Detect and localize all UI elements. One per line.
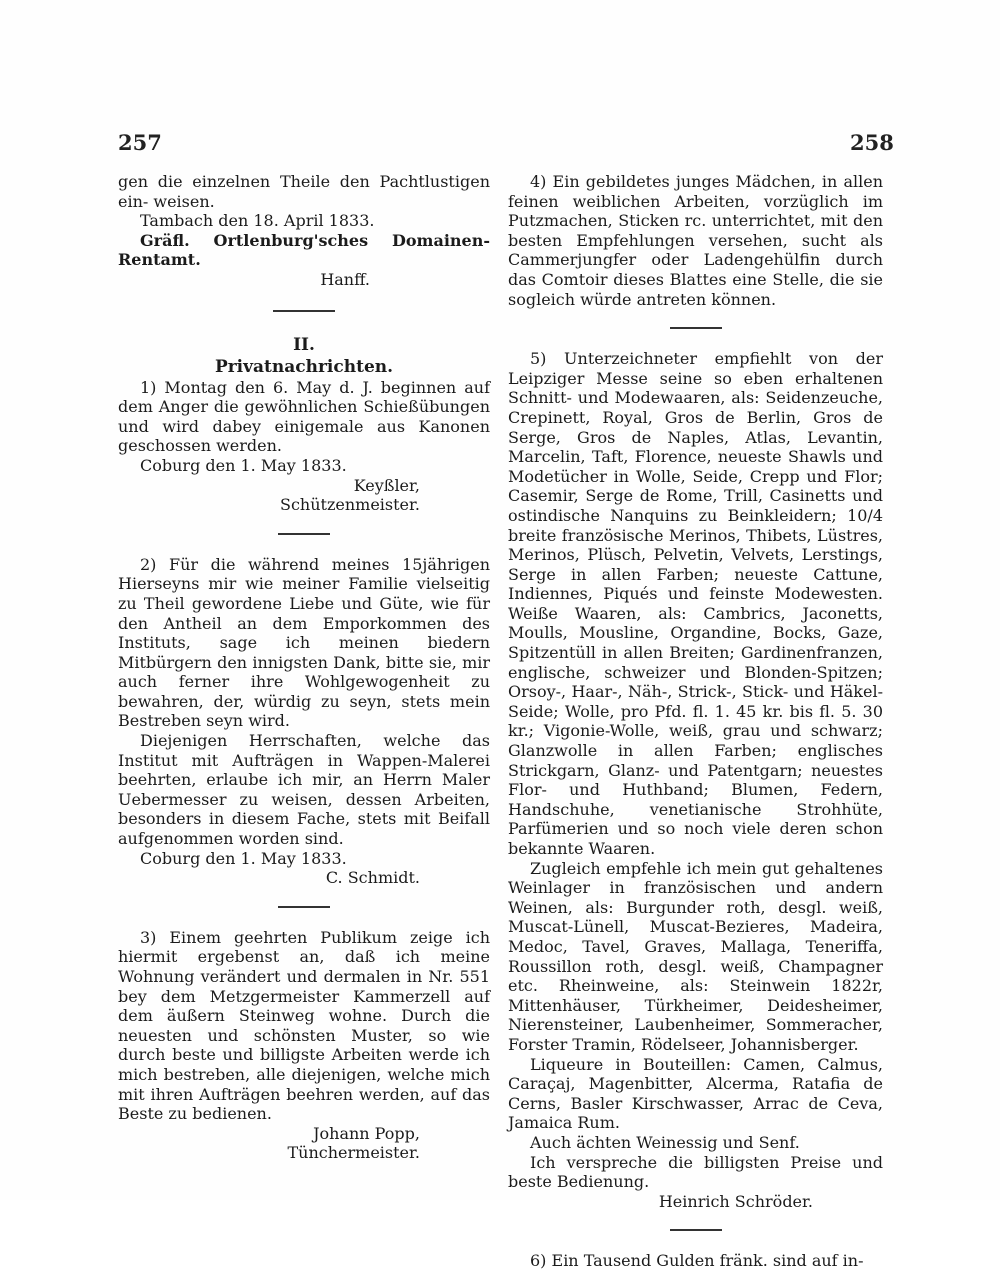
section-title: Privatnachrichten. xyxy=(214,356,394,377)
ad-6-text: 6) Ein Tausend Gulden fränk. sind auf in- xyxy=(530,1251,864,1271)
right-column xyxy=(508,172,883,1271)
ad-divider xyxy=(670,327,722,329)
ad-divider xyxy=(278,533,330,535)
ad-divider xyxy=(670,1229,722,1231)
ad-5-wine-text: Zugleich empfehle ich mein gut gehaltenes Weinlager in französischen und andern Weinen, als: Burgunder roth, desgl. weiß, Muscat-Lünell, Muscat-Bezieres, Madeira, Medoc, Tavel, Graves, Mallaga, Teneriffa, Roussillon roth, desgl. weiß, Champagner etc. Rheinweine, als: Steinwein 1822r, Mittenhäuser, Türkheimer, Deidesheimer, Nierensteiner, Laubenheimer, Sommeracher, Forster Tramin, Rödelseer, Johannisberger. xyxy=(508,858,883,1054)
ad-5-text: 5) Unterzeichneter empfiehlt von der Leipziger Messe seine so eben erhaltenen Schnitt- und Modewaaren, als: Seidenzeuche, Crepinett, Royal, Gros de Berlin, Gros de Serge, Gros de Naples, Atlas, Levantin, Marcelin, Taft, Florence, neueste Shawls und Modetücher in Wolle, Seide, Crepp und Flor; Casemir, Serge de Rome, Trill, Casinetts und ostindische Nanquins zu Beinkleidern; 10/4 breite französische Merinos, Thibets, Lüstres, Merinos, Plüsch, Pelvetin, Velvets, Lerstings, Serge in allen Farben; neueste Cattune, Indiennes, Piqués und feinste Modewesten. Weiße Waaren, als: Cambrics, Jaconetts, Moulls, Mousline, Organdine, Bocks, Gaze, Spitzentüll in allen Breiten; Gardinenfranzen, englische, schweizer und Blonden-Spitzen; Orsoy-, Haar-, Näh-, Strick-, Stick- und Häkel-Seide; Wolle, pro Pfd. fl. 1. 45 kr. bis fl. 5. 30 kr.; Vigonie-Wolle, weiß, grau und schwarz; Glanzwolle in allen Farben; englisches Strickgarn, Glanz- und Patentgarn; neuestes Flor- und Huthband; Blumen, Federn, Handschuhe, venetianische Strohhüte, Parfümerien und so noch viele deren schon bekannte Waaren. xyxy=(508,349,883,858)
ad-5-closing-text: Ich verspreche die billigsten Preise und beste Bedienung. xyxy=(508,1152,883,1192)
section-numeral: II. xyxy=(293,334,315,355)
ad-2-text-continued: Diejenigen Herrschaften, welche das Institut mit Aufträgen in Wappen-Malerei beehrten, erlaube ich mir, an Herrn Maler Uebermesser zu weisen, dessen Arbeiten, besonders in diesem Fache, stets mit Beifall aufgenommen worden sind. xyxy=(118,731,490,849)
ad-1-signature: Keyßler, xyxy=(353,475,420,495)
ad-2-date: Coburg den 1. May 1833. xyxy=(140,848,347,868)
ad-4-text: 4) Ein gebildetes junges Mädchen, in allen feinen weiblichen Arbeiten, vorzüglich im Putzmachen, Sticken rc. unterrichtet, mit den besten Empfehlungen versehen, sucht als Cammerjungfer oder Ladengehülfin durch das Comtoir dieses Blattes eine Stelle, die sie sogleich würde antreten können. xyxy=(508,172,883,309)
page-number-left: 257 xyxy=(118,130,162,155)
section-divider xyxy=(273,310,335,312)
ad-5-liqueur-text: Liqueure in Bouteillen: Camen, Calmus, Caraçaj, Magenbitter, Alcerma, Ratafia de Cerns, Basler Kirschwasser, Arrac de Ceva, Jamaica Rum. xyxy=(508,1054,883,1133)
office-signature: Hanff. xyxy=(320,269,370,289)
ad-1-signature-title: Schützenmeister. xyxy=(279,495,420,515)
page-number-right: 258 xyxy=(850,130,894,155)
ad-1-date: Coburg den 1. May 1833. xyxy=(140,455,347,475)
left-column xyxy=(118,172,490,1163)
ad-3-signature: Johann Popp, xyxy=(313,1123,420,1143)
office-name: Gräfl. Ortlenburg'sches Domainen-Rentamt. xyxy=(118,230,490,270)
ad-1-text: 1) Montag den 6. May d. J. beginnen auf dem Anger die gewöhnlichen Schießübungen und wird dabey einigemale aus Kanonen geschossen werden. xyxy=(118,377,490,456)
ad-5-signature: Heinrich Schröder. xyxy=(658,1191,813,1211)
continuation-text: gen die einzelnen Theile den Pachtlustigen ein- weisen. xyxy=(118,172,490,211)
ad-2-text: 2) Für die während meines 15jährigen Hierseyns mir wie meiner Familie vielseitig zu Theil gewordene Liebe und Güte, wie für den Antheil an dem Emporkommen des Instituts, sage ich meinen biedern Mitbürgern den innigsten Dank, bitte sie, mir auch ferner ihre Wohlgewogenheit zu bewahren, der, würdig zu seyn, stets mein Bestreben seyn wird. xyxy=(118,554,490,731)
ad-3-text: 3) Einem geehrten Publikum zeige ich hiermit ergebenst an, daß ich meine Wohnung verändert und dermalen in Nr. 551 bey dem Metzgermeister Kammerzell auf dem äußern Steinweg wohne. Durch die neuesten und schönsten Muster, so wie durch beste und billigste Arbeiten werde ich mich bestreben, alle diejenigen, welche mich mit ihren Aufträgen beehren werden, auf das Beste zu bedienen. xyxy=(118,927,490,1124)
ad-3-signature-title: Tünchermeister. xyxy=(287,1143,420,1163)
ad-5-vinegar-text: Auch ächten Weinessig und Senf. xyxy=(530,1132,800,1152)
place-date: Tambach den 18. April 1833. xyxy=(140,211,375,231)
ad-divider xyxy=(278,906,330,908)
ad-2-signature: C. Schmidt. xyxy=(325,868,420,888)
